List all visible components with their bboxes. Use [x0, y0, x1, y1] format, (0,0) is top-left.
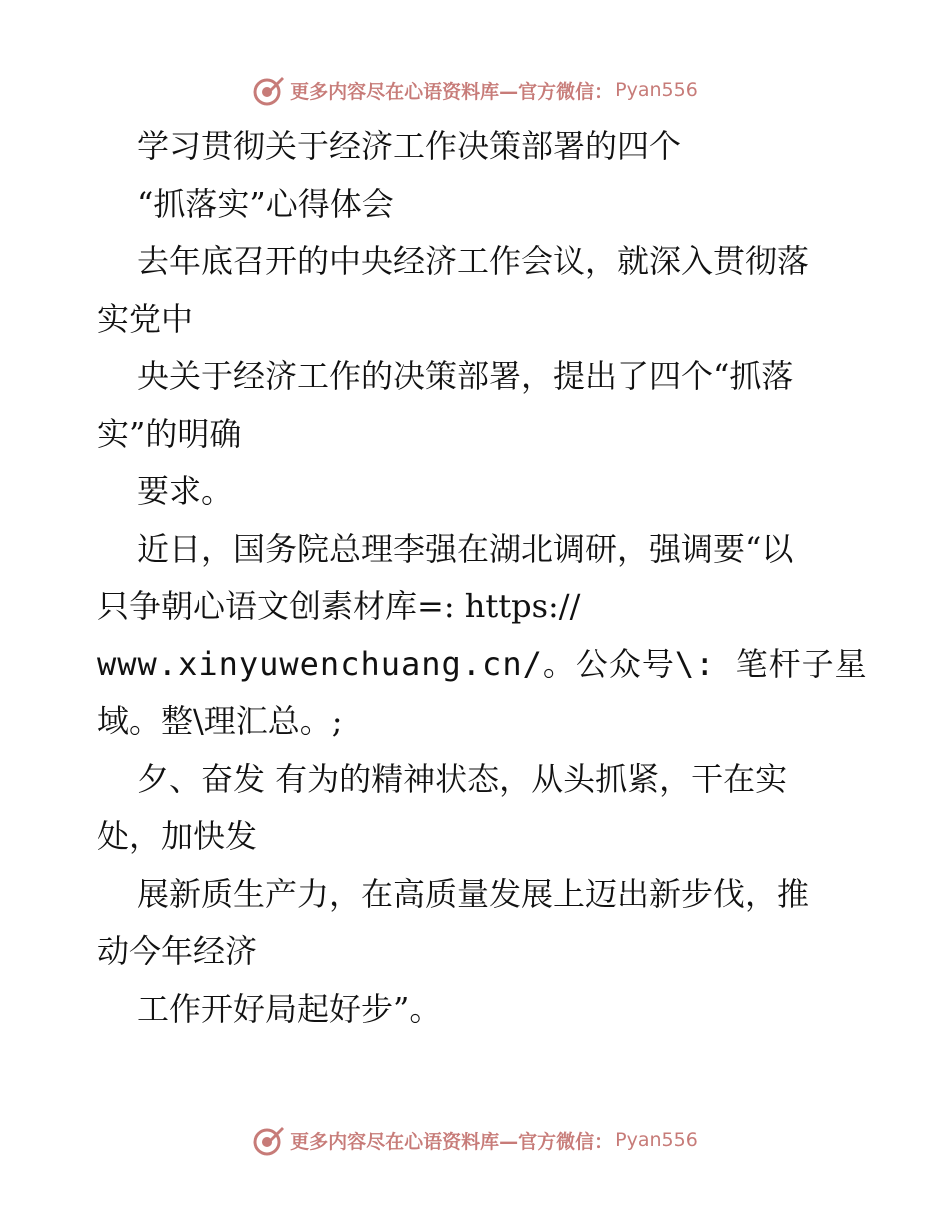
paragraph-line: 央关于经济工作的决策部署，提出了四个“抓落: [137, 357, 794, 395]
paragraph-line: 工作开好局起好步”。: [137, 989, 442, 1028]
title-line-2: “抓落实”心得体会: [137, 184, 394, 223]
pen-logo-icon: [252, 1123, 286, 1157]
header-watermark-text: 更多内容尽在心语资料库—官方微信：: [290, 80, 614, 103]
header-wechat-id: Pyan556: [615, 79, 698, 101]
paragraph-line: 夕、奋发 有为的精神状态，从头抓紧，干在实: [137, 759, 788, 798]
paragraph-line: 近日，国务院总理李强在湖北调研，强调要“以: [137, 529, 794, 568]
paragraph-line: 展新质生产力，在高质量发展上迈出新步伐，推: [137, 874, 810, 913]
paragraph-line: 实党中: [97, 299, 194, 338]
paragraph-line: 动今年经济: [97, 932, 258, 970]
paragraph-line: 处，加快发: [97, 817, 258, 855]
paragraph-line: 要求。: [137, 472, 234, 510]
pen-logo-icon: [252, 73, 286, 107]
paragraph-line: 域。整\理汇总。;: [97, 702, 343, 740]
footer-watermark: [0, 1120, 950, 1160]
paragraph-line: www.xinyuwenchuang.cn/。公众号\: 笔杆子星: [97, 644, 868, 683]
document-body: [97, 118, 877, 1038]
footer-watermark-text: 更多内容尽在心语资料库—官方微信：: [290, 1130, 614, 1153]
title-line-1: 学习贯彻关于经济工作决策部署的四个: [137, 127, 682, 165]
paragraph-line: 去年底召开的中央经济工作会议，就深入贯彻落: [137, 242, 810, 280]
paragraph-line: 实”的明确: [97, 414, 242, 453]
footer-wechat-id: Pyan556: [615, 1129, 698, 1151]
paragraph-line: 只争朝心语文创素材库=: https://: [97, 587, 581, 625]
header-watermark: [0, 70, 950, 110]
